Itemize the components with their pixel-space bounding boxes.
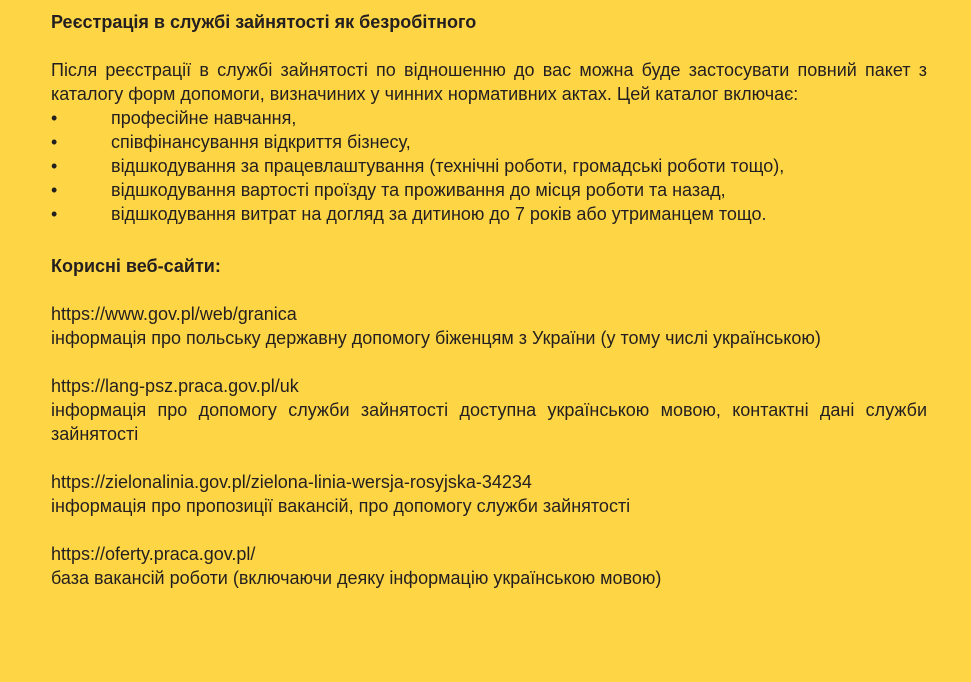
bullet-icon: • — [51, 180, 58, 200]
websites-heading: Корисні веб-сайти: — [51, 256, 221, 276]
website-description: інформація про польську державну допомогу біженцям з України (у тому числі українською) — [51, 328, 821, 348]
website-entry — [51, 374, 927, 446]
bullet-icon: • — [51, 204, 58, 224]
list-item — [51, 202, 927, 226]
website-link[interactable]: https://zielonalinia.gov.pl/zielona-linia-wersja-rosyjska-34234 — [51, 472, 532, 492]
list-item — [51, 130, 927, 154]
list-item-text: відшкодування вартості проїзду та проживання до місця роботи та назад, — [111, 180, 726, 200]
list-item-text: відшкодування витрат на догляд за дитиною до 7 років або утриманцем тощо. — [111, 204, 767, 224]
website-description: інформація про допомогу служби зайнятості доступна українською мовою, контактні дані служби зайнятості — [51, 400, 927, 444]
website-description: інформація про пропозиції вакансій, про допомогу служби зайнятості — [51, 496, 631, 516]
website-link[interactable]: https://oferty.praca.gov.pl/ — [51, 544, 256, 564]
list-item-text: відшкодування за працевлаштування (технічні роботи, громадські роботи тощо), — [111, 156, 785, 176]
list-item — [51, 106, 927, 130]
website-link[interactable]: https://lang-psz.praca.gov.pl/uk — [51, 376, 299, 396]
bullet-icon: • — [51, 156, 58, 176]
bullet-icon: • — [51, 132, 58, 152]
list-item — [51, 154, 927, 178]
website-entry — [51, 542, 927, 590]
website-link[interactable]: https://www.gov.pl/web/granica — [51, 304, 297, 324]
website-description: база вакансій роботи (включаючи деяку інформацію українською мовою) — [51, 568, 662, 588]
bullet-icon: • — [51, 108, 58, 128]
list-item-text: професійне навчання, — [111, 108, 297, 128]
support-forms-list — [51, 106, 927, 226]
website-entry — [51, 470, 927, 518]
list-item-text: співфінансування відкриття бізнесу, — [111, 132, 411, 152]
list-item — [51, 178, 927, 202]
section-title: Реєстрація в службі зайнятості як безробітного — [51, 12, 477, 32]
intro-paragraph: Після реєстрації в службі зайнятості по відношенню до вас можна буде застосувати повний пакет з каталогу форм допомоги, визначиних у чинних нормативних актах. Цей каталог включає: — [51, 60, 927, 104]
website-entry — [51, 302, 927, 350]
